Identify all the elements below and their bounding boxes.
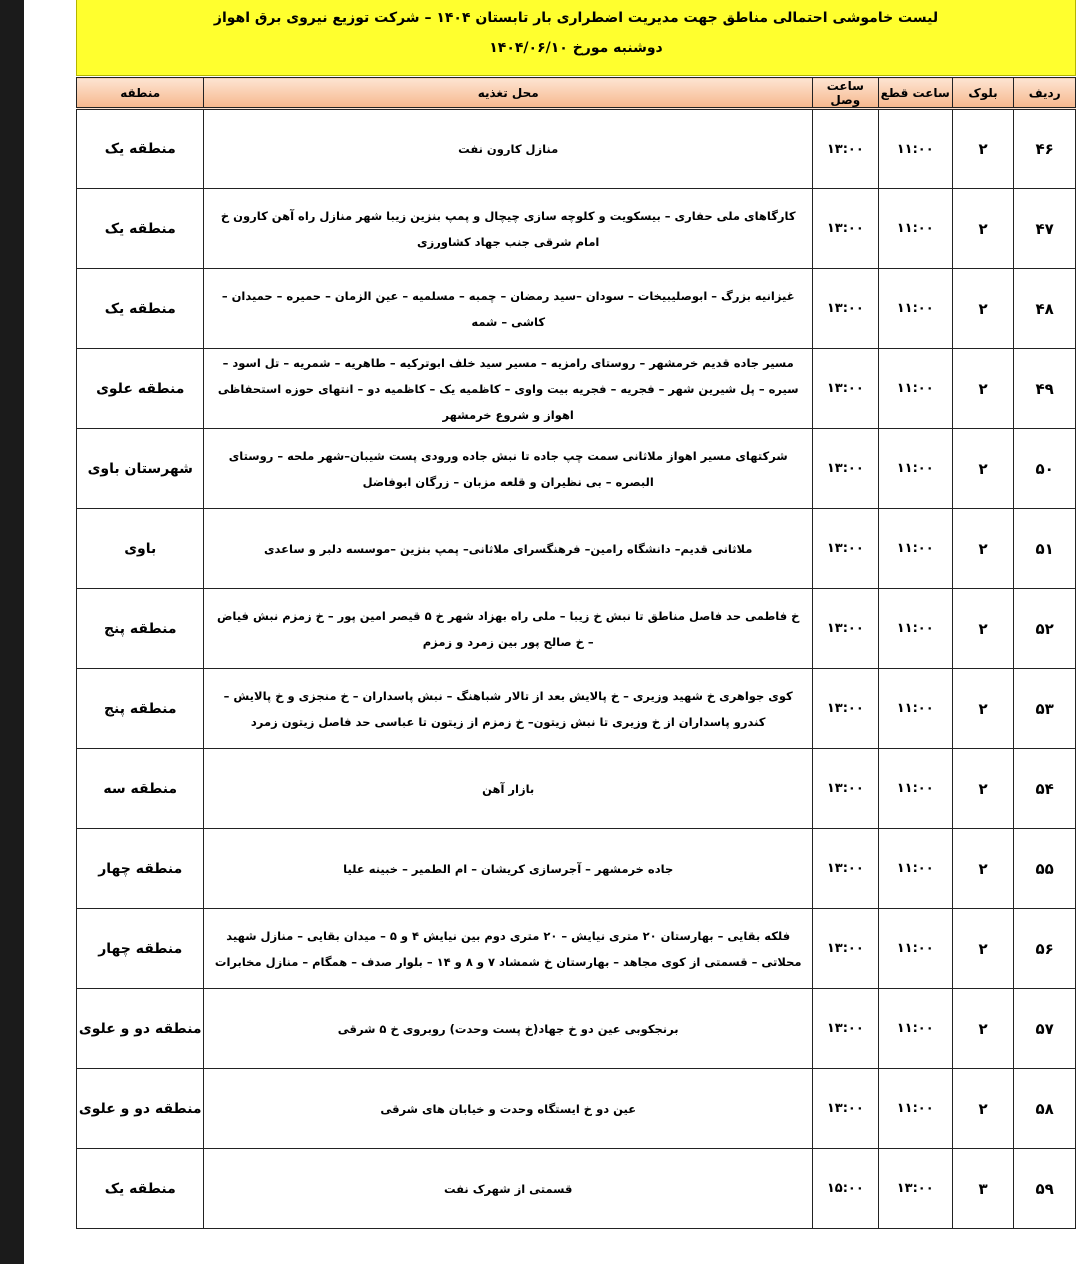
cell-block: ۲ [952,669,1014,749]
cell-block: ۲ [952,989,1014,1069]
cell-row-number: ۵۴ [1014,749,1076,829]
cell-connect-time: ۱۳:۰۰ [812,429,878,509]
cell-row-number: ۵۲ [1014,589,1076,669]
cell-feed-location: عین دو خ ایستگاه وحدت و خیابان های شرقی [204,1069,812,1149]
cell-feed-location: بازار آهن [204,749,812,829]
table-row [77,989,1076,1069]
cell-block: ۲ [952,189,1014,269]
cell-cut-time: ۱۱:۰۰ [878,109,952,189]
cell-feed-location: غیزانیه بزرگ – ابوصلیبیخات – سودان –سید رمضان – چمبه – مسلمیه – عین الزمان – حمیره – حمیدان – کاشی – شمه [204,269,812,349]
cell-cut-time: ۱۱:۰۰ [878,1069,952,1149]
document-header [76,0,1076,76]
column-header-cut-time: ساعت قطع [878,78,952,109]
cell-row-number: ۵۱ [1014,509,1076,589]
cell-row-number: ۵۶ [1014,909,1076,989]
cell-region: منطقه یک [77,109,204,189]
cell-cut-time: ۱۱:۰۰ [878,349,952,429]
table-row [77,109,1076,189]
left-dark-margin [0,0,24,1264]
cell-block: ۳ [952,1149,1014,1229]
cell-block: ۲ [952,749,1014,829]
cell-cut-time: ۱۱:۰۰ [878,509,952,589]
cell-region: منطقه یک [77,269,204,349]
column-header-connect-time: ساعت وصل [812,78,878,109]
cell-row-number: ۵۷ [1014,989,1076,1069]
cell-feed-location: کارگاهای ملی حفاری – بیسکویت و کلوچه سازی چیچال و پمپ بنزین زیبا شهر منازل راه آهن کارون خ امام شرقی جنب جهاد کشاورزی [204,189,812,269]
column-header-feed-location: محل تغذیه [204,78,812,109]
table-header-row [77,78,1076,109]
column-header-region: منطقه [77,78,204,109]
cell-region: منطقه چهار [77,829,204,909]
cell-block: ۲ [952,1069,1014,1149]
cell-cut-time: ۱۱:۰۰ [878,829,952,909]
document-date: دوشنبه مورخ ۱۴۰۴/۰۶/۱۰ [489,40,663,56]
cell-block: ۲ [952,509,1014,589]
cell-feed-location: منازل کارون نفت [204,109,812,189]
cell-connect-time: ۱۳:۰۰ [812,109,878,189]
outage-schedule-table [76,77,1076,1229]
cell-cut-time: ۱۱:۰۰ [878,749,952,829]
cell-block: ۲ [952,349,1014,429]
cell-connect-time: ۱۳:۰۰ [812,909,878,989]
cell-row-number: ۵۳ [1014,669,1076,749]
cell-region: منطقه علوی [77,349,204,429]
cell-feed-location: فلکه بقایی – بهارستان ۲۰ متری نیایش – ۲۰ متری دوم بین نیایش ۴ و ۵ – میدان بقایی – منازل شهید محلاتی – قسمتی از کوی مجاهد – بهارستان خ شمشاد ۷ و ۸ و ۱۴ – بلوار صدف – همگام – منازل مخابرات [204,909,812,989]
table-row [77,909,1076,989]
cell-block: ۲ [952,429,1014,509]
cell-feed-location: برنجکوبی عین دو خ جهاد(خ پست وحدت) روبروی خ ۵ شرقی [204,989,812,1069]
cell-region: منطقه دو و علوی [77,1069,204,1149]
table-row [77,1069,1076,1149]
table-row [77,349,1076,429]
cell-connect-time: ۱۳:۰۰ [812,749,878,829]
cell-cut-time: ۱۱:۰۰ [878,669,952,749]
cell-cut-time: ۱۱:۰۰ [878,189,952,269]
cell-block: ۲ [952,909,1014,989]
cell-connect-time: ۱۳:۰۰ [812,829,878,909]
cell-cut-time: ۱۳:۰۰ [878,1149,952,1229]
cell-row-number: ۵۹ [1014,1149,1076,1229]
table-row [77,589,1076,669]
table-row [77,269,1076,349]
cell-connect-time: ۱۳:۰۰ [812,589,878,669]
cell-connect-time: ۱۳:۰۰ [812,509,878,589]
cell-region: منطقه پنج [77,669,204,749]
cell-row-number: ۴۶ [1014,109,1076,189]
cell-region: منطقه سه [77,749,204,829]
cell-feed-location: مسیر جاده قدیم خرمشهر – روستای رامزیه – مسیر سید خلف ابوترکیه – طاهریه – شمریه – تل اسود – سیره – پل شیرین شهر – فجریه – فجریه بیت واوی – کاظمیه یک – کاظمیه دو – انتهای حوزه استحفاظی اهواز و شروع خرمشهر [204,349,812,429]
column-header-block: بلوک [952,78,1014,109]
cell-connect-time: ۱۳:۰۰ [812,669,878,749]
cell-row-number: ۴۷ [1014,189,1076,269]
cell-feed-location: خ فاطمی حد فاصل مناطق تا نبش خ زیبا – ملی راه بهزاد شهر خ ۵ قیصر امین پور – خ زمزم نبش فیاض – خ صالح پور بین زمرد و زمزم [204,589,812,669]
cell-connect-time: ۱۳:۰۰ [812,269,878,349]
cell-feed-location: کوی جواهری خ شهید وزیری – خ پالایش بعد از تالار شباهنگ – نبش پاسداران – خ منجزی و خ پالایش –کندرو پاسداران از خ وزیری تا نبش زیتون– خ زمزم از زیتون تا عباسی حد فاصل زیتون زمرد [204,669,812,749]
cell-connect-time: ۱۵:۰۰ [812,1149,878,1229]
cell-region: منطقه پنج [77,589,204,669]
cell-region: شهرستان باوی [77,429,204,509]
cell-row-number: ۴۹ [1014,349,1076,429]
table-row [77,429,1076,509]
cell-connect-time: ۱۳:۰۰ [812,989,878,1069]
cell-feed-location: ملاثانی قدیم– دانشگاه رامین– فرهنگسرای ملاثانی– پمپ بنزین –موسسه دلبر و ساعدی [204,509,812,589]
cell-block: ۲ [952,589,1014,669]
cell-feed-location: شرکتهای مسیر اهواز ملاثانی سمت چپ جاده تا نبش جاده ورودی پست شیبان–شهر ملحه – روستای البصره – بی نظیران و قلعه مزبان – زرگان ابوفاضل [204,429,812,509]
cell-block: ۲ [952,829,1014,909]
cell-connect-time: ۱۳:۰۰ [812,1069,878,1149]
cell-row-number: ۵۵ [1014,829,1076,909]
document-title: لیست خاموشی احتمالی مناطق جهت مدیریت اضطراری بار تابستان ۱۴۰۴ – شرکت توزیع نیروی برق اهواز [213,10,939,26]
cell-row-number: ۴۸ [1014,269,1076,349]
table-body [77,109,1076,1229]
table-row [77,1149,1076,1229]
cell-cut-time: ۱۱:۰۰ [878,989,952,1069]
cell-block: ۲ [952,109,1014,189]
cell-cut-time: ۱۱:۰۰ [878,269,952,349]
cell-region: منطقه چهار [77,909,204,989]
table-row [77,669,1076,749]
cell-row-number: ۵۰ [1014,429,1076,509]
cell-cut-time: ۱۱:۰۰ [878,909,952,989]
cell-cut-time: ۱۱:۰۰ [878,589,952,669]
table-row [77,749,1076,829]
document-page [24,0,1080,1264]
cell-row-number: ۵۸ [1014,1069,1076,1149]
column-header-row-number: ردیف [1014,78,1076,109]
table-row [77,509,1076,589]
cell-connect-time: ۱۳:۰۰ [812,349,878,429]
table-row [77,189,1076,269]
cell-region: باوی [77,509,204,589]
cell-connect-time: ۱۳:۰۰ [812,189,878,269]
cell-region: منطقه دو و علوی [77,989,204,1069]
cell-feed-location: قسمتی از شهرک نفت [204,1149,812,1229]
cell-feed-location: جاده خرمشهر – آجرسازی کریشان – ام الطمیر – خبینه علیا [204,829,812,909]
cell-cut-time: ۱۱:۰۰ [878,429,952,509]
cell-region: منطقه یک [77,189,204,269]
cell-block: ۲ [952,269,1014,349]
cell-region: منطقه یک [77,1149,204,1229]
table-row [77,829,1076,909]
